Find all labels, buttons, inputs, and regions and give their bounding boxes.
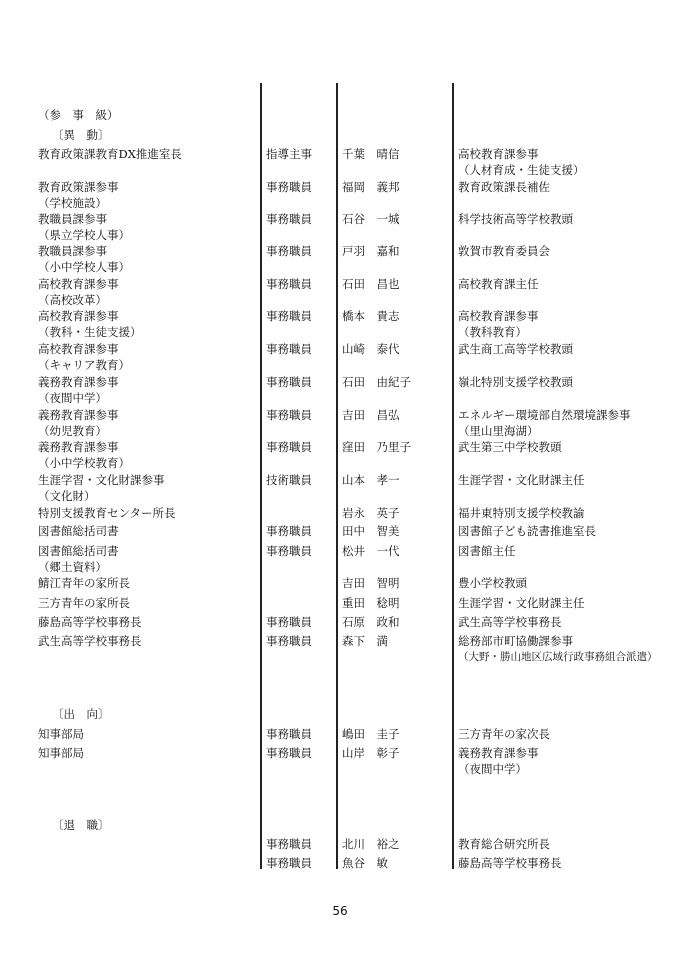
previous-post-line: 高校教育課参事 bbox=[458, 309, 539, 323]
previous-post-line: 図書館子ども読書推進室長 bbox=[458, 524, 596, 538]
person-name: 山崎 泰代 bbox=[342, 342, 400, 356]
previous-post-line: 武生商工高等学校教頭 bbox=[458, 342, 573, 356]
post-line: 三方青年の家所長 bbox=[38, 596, 130, 610]
rank-header: （参 事 級） bbox=[38, 108, 119, 122]
job-title: 事務職員 bbox=[266, 244, 312, 258]
previous-post-line: （里山里海湖） bbox=[458, 424, 539, 438]
section-title: 〔出 向〕 bbox=[52, 707, 110, 721]
person-name: 窪田 乃里子 bbox=[342, 440, 411, 454]
post-line: 教職員課参事 bbox=[38, 244, 107, 258]
job-title: 事務職員 bbox=[266, 727, 312, 741]
previous-post-line: エネルギー環境部自然環境課参事 bbox=[458, 408, 631, 422]
previous-post-line: 総務部市町協働課参事 bbox=[458, 634, 573, 648]
post-line: 義務教育課参事 bbox=[38, 408, 119, 422]
job-title: 事務職員 bbox=[266, 309, 312, 323]
person-name: 北川 裕之 bbox=[342, 837, 400, 851]
person-name: 石原 政和 bbox=[342, 615, 400, 629]
person-name: 石田 由紀子 bbox=[342, 375, 411, 389]
post-line: 高校教育課参事 bbox=[38, 342, 119, 356]
job-title: 事務職員 bbox=[266, 746, 312, 760]
person-name: 千葉 晴信 bbox=[342, 147, 400, 161]
previous-post-line: 生涯学習・文化財課主任 bbox=[458, 596, 585, 610]
page-number: 56 bbox=[332, 904, 348, 918]
post-line: 教職員課参事 bbox=[38, 212, 107, 226]
previous-post-line: 豊小学校教頭 bbox=[458, 576, 527, 590]
post-line: （県立学校人事） bbox=[38, 228, 130, 242]
previous-post-line: 福井東特別支援学校教諭 bbox=[458, 506, 585, 520]
section-title: 〔異 動〕 bbox=[52, 128, 110, 142]
person-name: 田中 智美 bbox=[342, 524, 400, 538]
previous-post-line: （人材育成・生徒支援） bbox=[458, 163, 585, 177]
previous-post-line: 高校教育課参事 bbox=[458, 147, 539, 161]
previous-post-line: 教育政策課長補佐 bbox=[458, 180, 550, 194]
post-line: （幼児教育） bbox=[38, 424, 107, 438]
post-line: 知事部局 bbox=[38, 746, 84, 760]
job-title: 事務職員 bbox=[266, 615, 312, 629]
post-line: （夜間中学） bbox=[38, 391, 107, 405]
post-line: 生涯学習・文化財課参事 bbox=[38, 473, 165, 487]
previous-post-line: （夜間中学） bbox=[458, 762, 527, 776]
post-line: 高校教育課参事 bbox=[38, 277, 119, 291]
previous-post-line: 義務教育課参事 bbox=[458, 746, 539, 760]
person-name: 山岸 彰子 bbox=[342, 746, 400, 760]
person-name: 岩永 英子 bbox=[342, 506, 400, 520]
post-line: （郷土資料） bbox=[38, 560, 107, 574]
previous-post-line: 藤島高等学校事務長 bbox=[458, 856, 562, 870]
person-name: 吉田 昌弘 bbox=[342, 408, 400, 422]
column-divider-1 bbox=[260, 83, 262, 869]
post-line: 鯖江青年の家所長 bbox=[38, 576, 130, 590]
post-line: （高校改革） bbox=[38, 293, 107, 307]
job-title: 指導主事 bbox=[266, 147, 312, 161]
person-name: 石田 昌也 bbox=[342, 277, 400, 291]
previous-post-line: （大野・勝山地区広域行政事務組合派遣） bbox=[458, 651, 658, 663]
person-name: 重田 稔明 bbox=[342, 596, 400, 610]
post-line: 教育政策課参事 bbox=[38, 180, 119, 194]
post-line: 義務教育課参事 bbox=[38, 375, 119, 389]
post-line: 図書館総括司書 bbox=[38, 544, 119, 558]
post-line: 藤島高等学校事務長 bbox=[38, 615, 142, 629]
previous-post-line: 武生高等学校事務長 bbox=[458, 615, 562, 629]
post-line: 義務教育課参事 bbox=[38, 440, 119, 454]
person-name: 石谷 一城 bbox=[342, 212, 400, 226]
post-line: 教育政策課教育DX推進室長 bbox=[38, 147, 182, 161]
job-title: 事務職員 bbox=[266, 180, 312, 194]
previous-post-line: 嶺北特別支援学校教頭 bbox=[458, 375, 573, 389]
job-title: 事務職員 bbox=[266, 634, 312, 648]
previous-post-line: 科学技術高等学校教頭 bbox=[458, 212, 573, 226]
person-name: 吉田 智明 bbox=[342, 576, 400, 590]
person-name: 福岡 義邦 bbox=[342, 180, 400, 194]
post-line: 図書館総括司書 bbox=[38, 524, 119, 538]
previous-post-line: （教科教育） bbox=[458, 325, 527, 339]
post-line: （キャリア教育） bbox=[38, 358, 130, 372]
section-title: 〔退 職〕 bbox=[52, 818, 110, 832]
post-line: （文化財） bbox=[38, 489, 96, 503]
post-line: 高校教育課参事 bbox=[38, 309, 119, 323]
previous-post-line: 武生第三中学校教頭 bbox=[458, 440, 562, 454]
job-title: 事務職員 bbox=[266, 277, 312, 291]
previous-post-line: 生涯学習・文化財課主任 bbox=[458, 473, 585, 487]
previous-post-line: 図書館主任 bbox=[458, 544, 516, 558]
person-name: 松井 一代 bbox=[342, 544, 400, 558]
job-title: 事務職員 bbox=[266, 837, 312, 851]
job-title: 事務職員 bbox=[266, 408, 312, 422]
job-title: 事務職員 bbox=[266, 524, 312, 538]
job-title: 事務職員 bbox=[266, 375, 312, 389]
person-name: 山本 孝一 bbox=[342, 473, 400, 487]
column-divider-2 bbox=[336, 83, 338, 869]
post-line: （小中学校人事） bbox=[38, 260, 130, 274]
column-divider-3 bbox=[452, 83, 454, 869]
person-name: 嶋田 圭子 bbox=[342, 727, 400, 741]
job-title: 事務職員 bbox=[266, 440, 312, 454]
person-name: 魚谷 敏 bbox=[342, 856, 388, 870]
previous-post-line: 教育総合研究所長 bbox=[458, 837, 550, 851]
post-line: 特別支援教育センター所長 bbox=[38, 506, 176, 520]
previous-post-line: 敦賀市教育委員会 bbox=[458, 244, 550, 258]
job-title: 事務職員 bbox=[266, 544, 312, 558]
post-line: 知事部局 bbox=[38, 727, 84, 741]
previous-post-line: 高校教育課主任 bbox=[458, 277, 539, 291]
post-line: （教科・生徒支援） bbox=[38, 325, 142, 339]
post-line: （学校施設） bbox=[38, 196, 107, 210]
job-title: 技術職員 bbox=[266, 473, 312, 487]
person-name: 戸羽 嘉和 bbox=[342, 244, 400, 258]
job-title: 事務職員 bbox=[266, 342, 312, 356]
post-line: 武生高等学校事務長 bbox=[38, 634, 142, 648]
previous-post-line: 三方青年の家次長 bbox=[458, 727, 550, 741]
person-name: 森下 満 bbox=[342, 634, 388, 648]
job-title: 事務職員 bbox=[266, 212, 312, 226]
person-name: 橋本 貴志 bbox=[342, 309, 400, 323]
job-title: 事務職員 bbox=[266, 856, 312, 870]
post-line: （小中学校教育） bbox=[38, 456, 130, 470]
